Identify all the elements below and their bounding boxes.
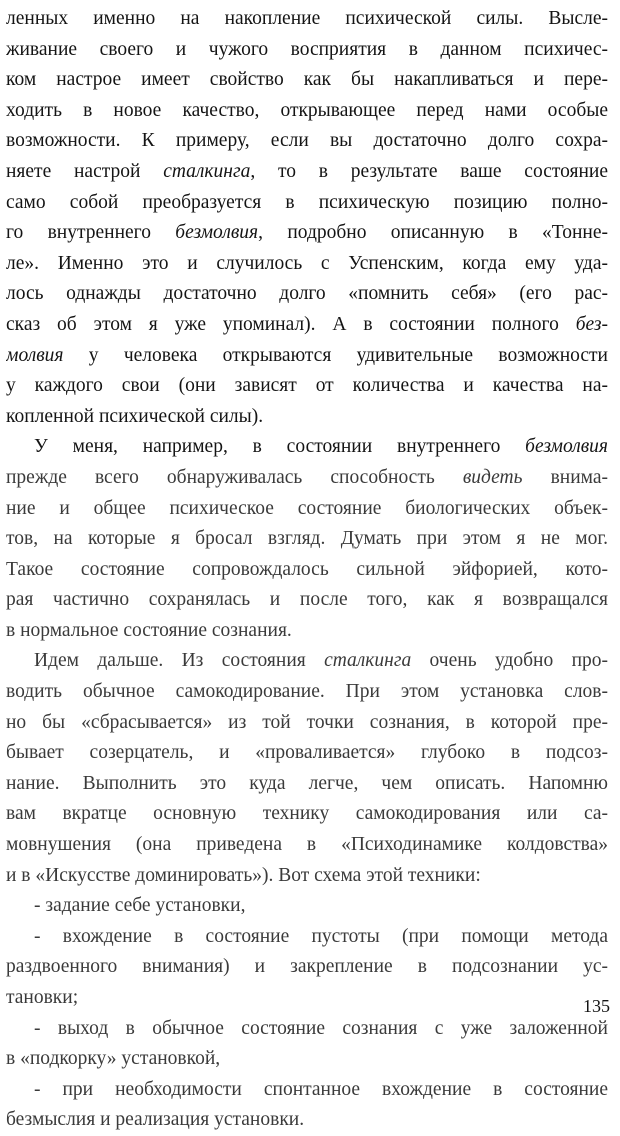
text-line-content: раздвоенного внимания) и закрепление в подсознании ус- <box>6 956 608 978</box>
text-line <box>6 310 608 341</box>
italic-term: молвия <box>6 344 64 366</box>
text-line <box>6 126 608 157</box>
text-line <box>6 65 608 96</box>
text-line <box>6 96 608 127</box>
italic-term: без- <box>575 313 608 335</box>
text-line <box>6 341 608 372</box>
text-line <box>6 249 608 280</box>
text-line-content: ком настрое имеет свойство как бы накапливаться и пере- <box>6 69 608 91</box>
text-line-content: - вхождение в состояние пустоты (при помощи метода <box>34 925 608 947</box>
italic-term: сталкинга <box>163 160 251 182</box>
text-line-content: рая частично сохранялась и после того, как я возвращался <box>6 589 608 611</box>
text-line <box>6 799 608 830</box>
text-line <box>6 432 608 463</box>
text-line <box>6 4 608 35</box>
text-line-content: го внутреннего <box>6 222 176 244</box>
text-line-content: - задание себе установки, <box>34 895 246 917</box>
text-line-content: , то в результате ваше состояние <box>250 160 608 182</box>
text-line <box>6 585 608 616</box>
text-line-content: - при необходимости спонтанное вхождение в состояние <box>34 1078 608 1100</box>
text-line <box>6 402 608 433</box>
text-line <box>6 463 608 494</box>
text-line <box>6 279 608 310</box>
text-line-content: водить обычное самокодирование. При этом установка слов- <box>6 681 608 703</box>
italic-term: видеть <box>462 466 523 488</box>
text-line <box>6 1075 608 1106</box>
italic-term: безмолвия <box>525 436 608 458</box>
text-line-content: Такое состояние сопровождалось сильной эйфорией, кото- <box>6 558 608 580</box>
text-line-content: живание своего и чужого восприятия в данном психичес- <box>6 38 608 60</box>
text-line-content: безмыслия и реализация установки. <box>6 1109 305 1131</box>
text-line-content: вам вкратце основную технику самокодирования или са- <box>6 803 608 825</box>
text-line-content: тов, на которые я бросал взгляд. Думать при этом я не мог. <box>6 528 608 550</box>
text-line <box>6 952 608 983</box>
text-line-content: прежде всего обнаруживалась способность <box>6 466 463 488</box>
body-text <box>6 4 608 1136</box>
text-line-content: У меня, например, в состоянии внутреннего <box>34 436 526 458</box>
text-line <box>6 738 608 769</box>
text-line <box>6 708 608 739</box>
text-line <box>6 1105 608 1136</box>
text-line <box>6 35 608 66</box>
text-line <box>6 616 608 647</box>
text-line-content: сказ об этом я уже упоминал). А в состоянии полного <box>6 313 576 335</box>
text-line <box>6 769 608 800</box>
text-line-content: ленных именно на накопление психической силы. Высле- <box>6 8 608 29</box>
italic-term: сталкинга <box>324 650 412 672</box>
text-line <box>6 494 608 525</box>
text-line-content: нание. Выполнить это куда легче, чем описать. Напомню <box>6 772 608 794</box>
text-line-content: Идем дальше. Из состояния <box>34 650 325 672</box>
text-line <box>6 188 608 219</box>
text-line-content: - выход в обычное состояние сознания с уже заложенной <box>34 1017 608 1039</box>
text-line-content: у человека открываются удивительные возможности <box>63 344 608 366</box>
text-line-content: , подробно описанную в «Тонне- <box>258 222 608 244</box>
text-line <box>6 157 608 188</box>
text-line-content: само собой преобразуется в психическую позицию полно- <box>6 191 608 213</box>
text-line-content: и в «Искусстве доминировать»). Вот схема этой техники: <box>6 864 481 886</box>
text-line <box>6 983 608 1014</box>
text-line <box>6 891 608 922</box>
text-line-content: копленной психической силы). <box>6 405 264 427</box>
text-line <box>6 922 608 953</box>
text-line <box>6 1044 608 1075</box>
text-line <box>6 218 608 249</box>
text-line-content: мовнушения (она приведена в «Психодинамике колдовства» <box>6 834 608 856</box>
page-number: 135 <box>583 996 610 1016</box>
text-line <box>6 830 608 861</box>
text-line-content: очень удобно про- <box>411 650 608 672</box>
text-line <box>6 677 608 708</box>
text-line-content: у каждого свои (они зависят от количества и качества на- <box>6 375 608 397</box>
text-line-content: в нормальное состояние сознания. <box>6 619 292 641</box>
text-line-content: ние и общее психическое состояние биологических объек- <box>6 497 608 519</box>
text-line-content: тановки; <box>6 987 79 1008</box>
text-line-content: в «подкорку» установкой, <box>6 1048 221 1070</box>
text-line <box>6 1014 608 1045</box>
italic-term: безмолвия <box>175 222 259 244</box>
text-line-content: бывает созерцатель, и «проваливается» глубоко в подсоз- <box>6 742 608 764</box>
text-line-content: но бы «сбрасывается» из той точки сознания, в которой пре- <box>6 711 608 733</box>
text-line-content: ходить в новое качество, открывающее перед нами особые <box>6 99 608 121</box>
text-line-content: няете настрой <box>6 160 164 182</box>
text-line-content: возможности. К примеру, если вы достаточно долго сохра- <box>6 130 608 152</box>
text-line <box>6 524 608 555</box>
text-line <box>6 371 608 402</box>
text-line-content: внима- <box>522 466 608 488</box>
text-line <box>6 555 608 586</box>
text-line-content: лось однажды достаточно долго «помнить себя» (его рас- <box>6 283 608 305</box>
text-line-content: ле». Именно это и случилось с Успенским, когда ему уда- <box>6 252 608 274</box>
text-line <box>6 646 608 677</box>
text-line <box>6 861 608 892</box>
